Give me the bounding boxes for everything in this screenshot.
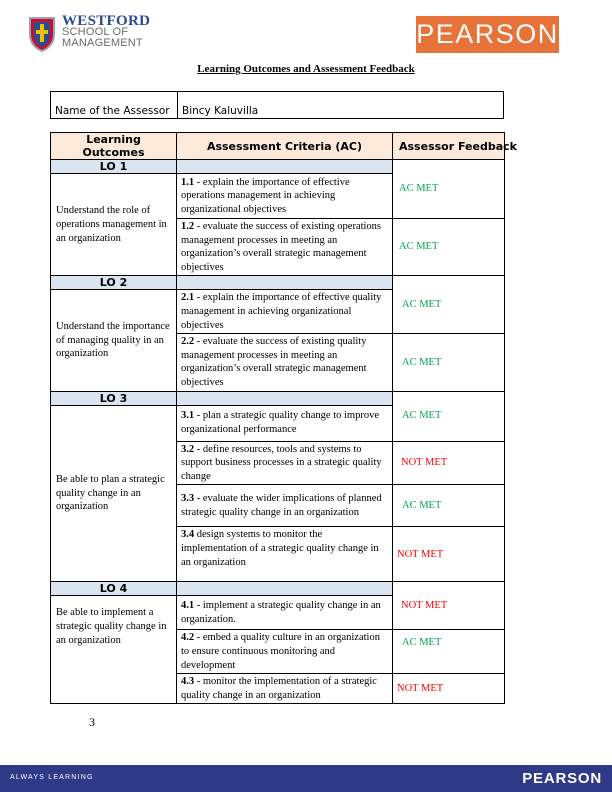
lo-spacer [177,582,393,596]
feedback-cell: NOT MET [393,582,505,630]
criteria-cell [177,674,393,704]
criteria-cell [177,405,393,441]
criteria-number: 4.3 [181,676,195,688]
lo-description: Understand the role of operations management in an organization [51,174,177,276]
lo-label: LO 1 [51,160,177,174]
page-number: 3 [89,715,95,729]
criteria-text: - evaluate the wider implications of planned strategic quality change in an organization [181,493,382,518]
feedback-cell: AC MET [393,485,505,527]
criteria-text: design systems to monitor the implementation of a strategic quality change in an organization [181,529,379,568]
lo-description: Understand the importance of managing quality in an organization [51,290,177,391]
criteria-number: 3.3 [181,493,195,505]
lo-spacer [177,160,393,174]
document-title: Learning Outcomes and Assessment Feedback [197,63,415,75]
westford-shield-icon [28,14,56,52]
westford-logo [28,12,151,56]
criteria-text: - evaluate the success of existing operations management processes in meeting an organization’s overall strategic management objectives [181,221,382,273]
outcomes-table [50,132,517,704]
criteria-number: 2.1 [181,292,195,304]
criteria-number: 4.1 [181,600,195,612]
feedback-cell: AC MET [393,391,505,441]
criteria-number: 3.1 [181,410,195,422]
criteria-cell [177,630,393,674]
footer-pearson-logo: PEARSON [522,770,602,787]
criteria-number: 3.2 [181,443,195,455]
assessor-label: Name of the Assessor [51,92,178,119]
footer-bar [0,765,612,792]
criteria-cell [177,219,393,276]
header-assessment-criteria: Assessment Criteria (AC) [177,133,393,160]
header-learning-outcomes: Learning Outcomes [51,133,177,160]
criteria-text: - evaluate the success of existing quality management processes in meeting an organization’s overall strategic management objectives [181,336,367,388]
feedback-cell: NOT MET [393,674,505,704]
criteria-text: - explain the importance of effective operations management in achieving organizational objectives [181,176,350,215]
feedback-cell: AC MET [393,219,505,276]
criteria-cell [177,334,393,391]
feedback-cell: NOT MET [393,527,505,582]
feedback-cell: AC MET [393,160,505,219]
criteria-cell [177,290,393,334]
criteria-text: - monitor the implementation of a strategic quality change in an organization [181,676,377,701]
feedback-cell: AC MET [393,334,505,391]
school-name-line3: MANAGEMENT [62,37,143,49]
criteria-cell [177,174,393,219]
assessor-table [50,91,504,119]
feedback-cell: AC MET [393,630,505,674]
lo-description: Be able to plan a strategic quality change in an organization [51,405,177,582]
assessor-name: Bincy Kaluvilla [178,92,504,119]
lo-description: Be able to implement a strategic quality change in an organization [51,596,177,704]
criteria-number: 3.4 [181,529,195,541]
footer-tagline: ALWAYS LEARNING [10,774,94,781]
criteria-text: - implement a strategic quality change in an organization. [181,600,381,625]
criteria-number: 1.1 [181,176,195,188]
pearson-logo: PEARSON [416,16,559,53]
criteria-number: 1.2 [181,221,195,232]
school-name-line2: SCHOOL OF [62,26,129,38]
header-assessor-feedback: Assessor Feedback [393,133,505,160]
criteria-number: 4.2 [181,632,195,644]
lo-spacer [177,276,393,290]
criteria-cell [177,441,393,485]
criteria-text: - explain the importance of effective quality management in achieving organizational objectives [181,292,382,331]
feedback-cell: NOT MET [393,441,505,485]
criteria-text: - plan a strategic quality change to improve organizational performance [181,410,379,436]
criteria-cell [177,596,393,630]
lo-label: LO 4 [51,582,177,596]
criteria-cell [177,527,393,582]
school-name-line1: WESTFORD [62,13,151,29]
criteria-text: - embed a quality culture in an organization to ensure continuous monitoring and development [181,632,380,671]
criteria-number: 2.2 [181,336,195,348]
criteria-text: - define resources, tools and systems to support business processes in a strategic quality change [181,443,382,482]
criteria-cell [177,485,393,527]
lo-label: LO 3 [51,391,177,405]
feedback-cell: AC MET [393,276,505,334]
lo-label: LO 2 [51,276,177,290]
lo-spacer [177,391,393,405]
